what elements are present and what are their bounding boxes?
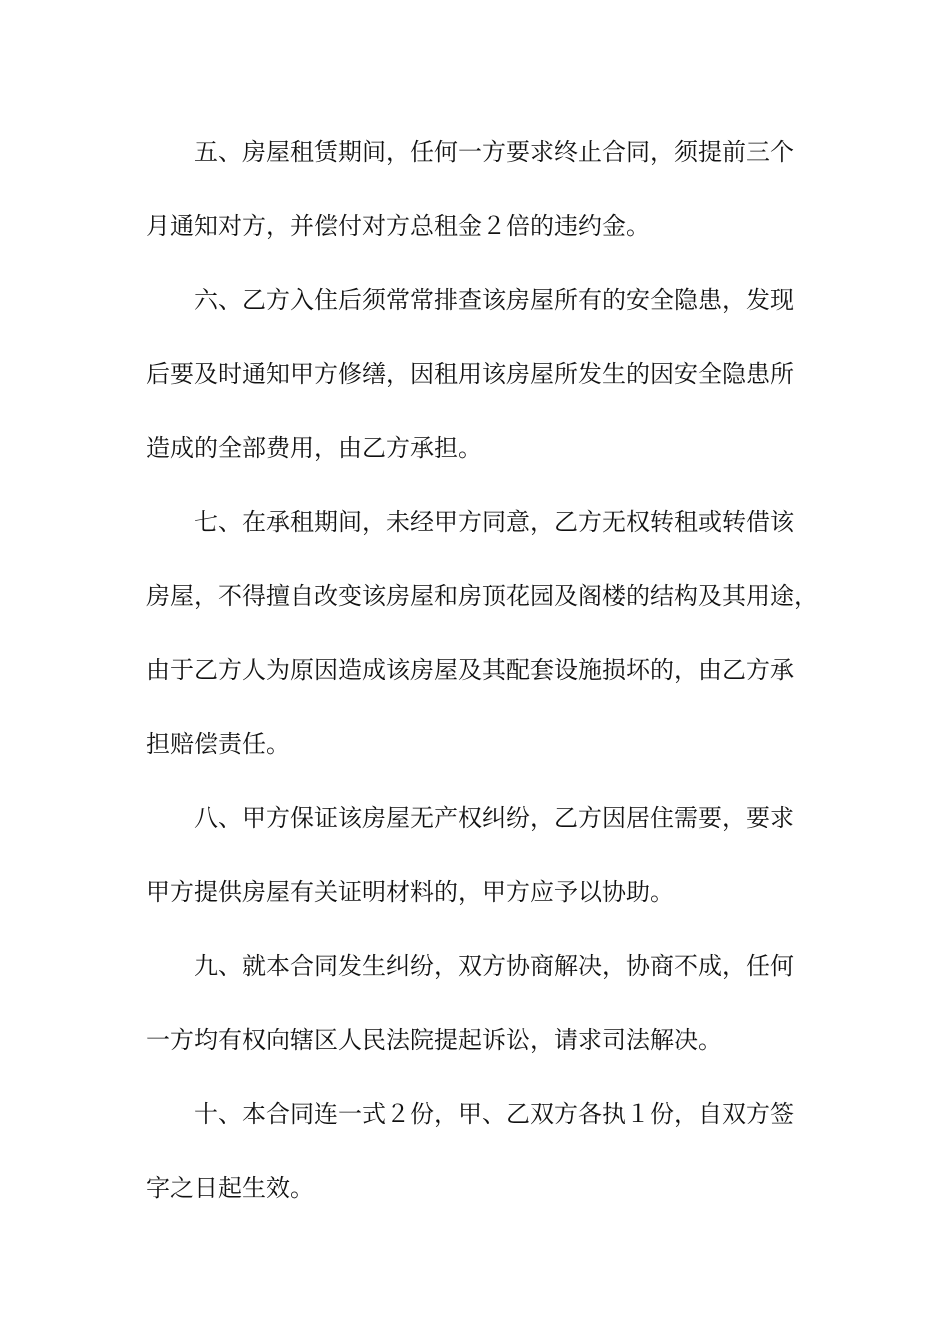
clause-nine-line-1: 九、就本合同发生纠纷，双方协商解决，协商不成，任何 <box>194 952 794 980</box>
clause-five-line-1: 五、房屋租赁期间，任何一方要求终止合同，须提前三个 <box>194 138 794 166</box>
clause-eight-line-2: 甲方提供房屋有关证明材料的，甲方应予以协助。 <box>146 878 674 906</box>
clause-ten-line-1: 十、本合同连一式２份，甲、乙双方各执１份，自双方签 <box>194 1100 794 1128</box>
clause-eight-line-1: 八、甲方保证该房屋无产权纠纷，乙方因居住需要，要求 <box>194 804 794 832</box>
clause-six-line-2: 后要及时通知甲方修缮，因租用该房屋所发生的因安全隐患所 <box>146 360 794 388</box>
clause-five-line-2: 月通知对方，并偿付对方总租金２倍的违约金。 <box>146 212 650 240</box>
clause-seven-line-3: 由于乙方人为原因造成该房屋及其配套设施损坏的，由乙方承 <box>146 656 794 684</box>
clause-ten-line-2: 字之日起生效。 <box>146 1174 314 1202</box>
clause-nine-line-2: 一方均有权向辖区人民法院提起诉讼，请求司法解决。 <box>146 1026 722 1054</box>
clause-seven-line-4: 担赔偿责任。 <box>146 730 290 758</box>
clause-six-line-3: 造成的全部费用，由乙方承担。 <box>146 434 482 462</box>
clause-seven-line-2: 房屋，不得擅自改变该房屋和房顶花园及阁楼的结构及其用途， <box>146 582 818 610</box>
clause-six-line-1: 六、乙方入住后须常常排查该房屋所有的安全隐患，发现 <box>194 286 794 314</box>
clause-seven-line-1: 七、在承租期间，未经甲方同意，乙方无权转租或转借该 <box>194 508 794 536</box>
